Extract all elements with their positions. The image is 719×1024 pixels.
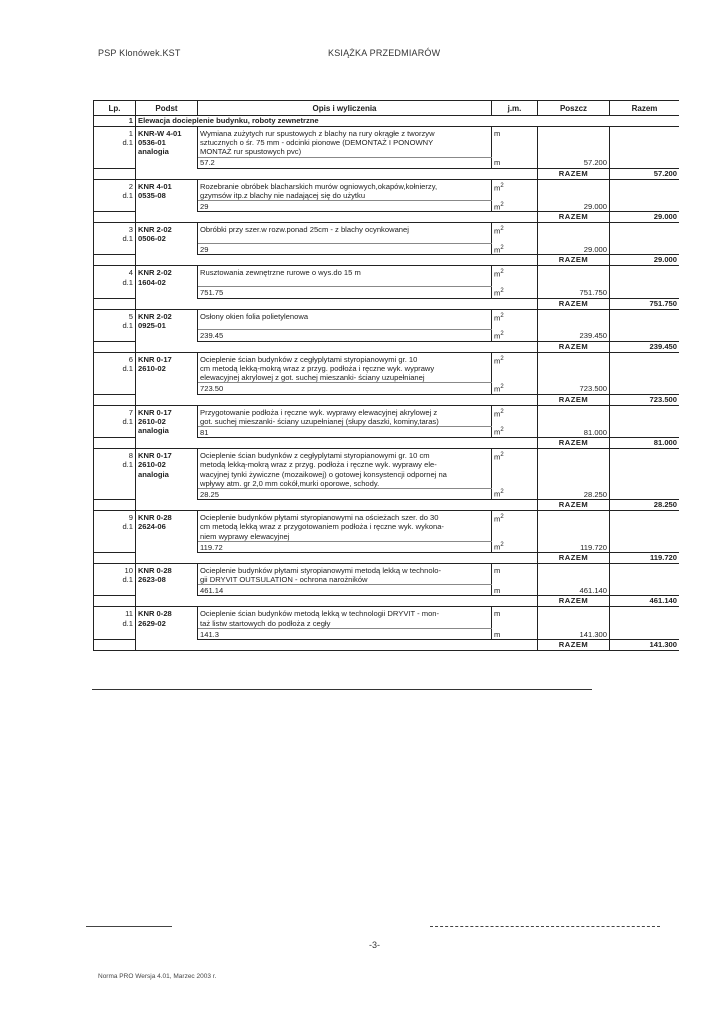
item-description xyxy=(198,564,492,585)
software-footer: Norma PRO Wersja 4.01, Marzec 2003 r. xyxy=(98,973,217,980)
item-description xyxy=(198,266,492,287)
podstawa-line: 2610-02 xyxy=(138,460,166,470)
description-line: elewacyjnej akrylowej z got. suchej mieszanki- ściany uzupełnianej xyxy=(200,373,425,383)
sum-spacer xyxy=(136,596,538,607)
item-razem-value: 81.000 xyxy=(610,438,680,449)
item-calculation: 28.25 xyxy=(198,488,492,499)
item-calc-unit: $m^2$ xyxy=(492,426,538,437)
item-description-row xyxy=(94,266,680,287)
item-calculation: 29 xyxy=(198,244,492,255)
sum-label: RAZEM xyxy=(538,341,610,352)
item-calc-unit: $m^2$ xyxy=(492,488,538,499)
item-description xyxy=(198,449,492,489)
sum-lp-empty xyxy=(94,500,136,511)
description-line: sztucznych o śr. 75 mm - odcinki pionowe (DEMONTAŻ I PONOWNY xyxy=(200,138,434,148)
sum-label: RAZEM xyxy=(538,212,610,223)
sum-label: RAZEM xyxy=(538,500,610,511)
item-poszcz-value: 29.000 xyxy=(538,201,610,212)
description-line: Ocieplenie ścian budynków metodą lekką w technologii DRYVIT - mon- xyxy=(200,609,440,619)
item-razem-empty xyxy=(610,266,680,287)
item-poszcz-empty xyxy=(538,511,610,542)
podstawa-line: KNR 0-28 xyxy=(138,609,172,619)
item-ref: d.1 xyxy=(122,190,133,200)
item-poszcz-value: 29.000 xyxy=(538,244,610,255)
sum-label: RAZEM xyxy=(538,255,610,266)
item-lp xyxy=(94,179,136,200)
item-unit: $m^2$ xyxy=(492,511,538,542)
item-razem-value: 57.200 xyxy=(610,168,680,179)
item-sum-row xyxy=(94,341,680,352)
item-lp xyxy=(94,266,136,287)
item-calculation: 239.45 xyxy=(198,330,492,341)
item-calc-unit: m xyxy=(492,585,538,596)
item-calculation: 723.50 xyxy=(198,383,492,394)
item-calculation: 141.3 xyxy=(198,628,492,639)
item-poszcz-value: 81.000 xyxy=(538,426,610,437)
qty-razem-empty xyxy=(610,287,680,298)
quantity-table-wrapper xyxy=(93,100,679,651)
podstawa-line: 0506-02 xyxy=(138,234,166,244)
description-line: MONTAŻ rur spustowych pvc) xyxy=(200,147,302,157)
qty-lp-empty xyxy=(94,330,136,341)
qty-lp-empty xyxy=(94,244,136,255)
podstawa-line: 0535-08 xyxy=(138,190,166,200)
item-unit: m xyxy=(492,564,538,585)
qty-razem-empty xyxy=(610,426,680,437)
item-number: 10 xyxy=(124,566,133,576)
qty-razem-empty xyxy=(610,244,680,255)
item-lp xyxy=(94,352,136,383)
item-poszcz-empty xyxy=(538,449,610,489)
item-poszcz-value: 57.200 xyxy=(538,157,610,168)
col-header-razem: Razem xyxy=(610,101,680,116)
item-lp xyxy=(94,127,136,158)
item-unit: $m^2$ xyxy=(492,223,538,244)
item-razem-value: 29.000 xyxy=(610,255,680,266)
item-calc-unit: $m^2$ xyxy=(492,541,538,552)
item-description xyxy=(198,223,492,244)
item-razem-empty xyxy=(610,511,680,542)
item-calc-unit: $m^2$ xyxy=(492,201,538,212)
item-ref: d.1 xyxy=(122,363,133,373)
section-number: 1 xyxy=(94,116,136,127)
item-poszcz-empty xyxy=(538,223,610,244)
item-lp xyxy=(94,511,136,542)
description-line: wpływy atm. gr 2,0 mm cokół,murki oporowe, schody. xyxy=(200,478,380,488)
podstawa-line: 2624-06 xyxy=(138,522,166,532)
sum-lp-empty xyxy=(94,298,136,309)
item-number: 2 xyxy=(128,181,133,191)
col-header-jm: j.m. xyxy=(492,101,538,116)
item-unit: $m^2$ xyxy=(492,405,538,426)
item-lp xyxy=(94,449,136,489)
description-line: cm metodą lekką wraz z przygotowaniem podłoża i ręczne wyk. wykona- xyxy=(200,522,444,532)
item-unit: $m^2$ xyxy=(492,266,538,287)
item-number: 1 xyxy=(128,129,133,138)
item-poszcz-empty xyxy=(538,266,610,287)
item-podstawa xyxy=(136,449,198,500)
page-cut-line xyxy=(92,689,592,690)
item-poszcz-value: 141.300 xyxy=(538,628,610,639)
podstawa-line: 2623-08 xyxy=(138,575,166,585)
qty-lp-empty xyxy=(94,287,136,298)
document-header-left: PSP Klonówek.KST xyxy=(98,48,181,58)
item-razem-empty xyxy=(610,564,680,585)
item-sum-row xyxy=(94,553,680,564)
description-line: gzymsów itp.z blachy nie nadającej się do użytku xyxy=(200,190,366,200)
item-ref: d.1 xyxy=(122,234,133,244)
item-description xyxy=(198,352,492,383)
qty-razem-empty xyxy=(610,541,680,552)
item-ref: d.1 xyxy=(122,138,133,148)
item-poszcz-empty xyxy=(538,352,610,383)
item-calculation: 57.2 xyxy=(198,157,492,168)
qty-lp-empty xyxy=(94,628,136,639)
item-podstawa xyxy=(136,127,198,169)
item-number: 3 xyxy=(128,225,133,235)
item-calc-unit: m xyxy=(492,157,538,168)
qty-razem-empty xyxy=(610,628,680,639)
qty-razem-empty xyxy=(610,157,680,168)
qty-lp-empty xyxy=(94,488,136,499)
description-line: gii DRYVIT OUTSULATION - ochrona narożników xyxy=(200,575,368,585)
qty-lp-empty xyxy=(94,383,136,394)
col-header-opis: Opis i wyliczenia xyxy=(198,101,492,116)
sum-label: RAZEM xyxy=(538,298,610,309)
item-razem-empty xyxy=(610,405,680,426)
item-podstawa xyxy=(136,511,198,553)
item-ref: d.1 xyxy=(122,320,133,330)
item-lp xyxy=(94,223,136,244)
sum-spacer xyxy=(136,298,538,309)
sum-spacer xyxy=(136,639,538,650)
item-unit: $m^2$ xyxy=(492,179,538,200)
sum-lp-empty xyxy=(94,394,136,405)
item-ref: d.1 xyxy=(122,618,133,628)
item-calc-unit: $m^2$ xyxy=(492,330,538,341)
item-razem-empty xyxy=(610,127,680,158)
item-unit: $m^2$ xyxy=(492,352,538,383)
item-razem-empty xyxy=(610,179,680,200)
item-poszcz-empty xyxy=(538,405,610,426)
item-number: 7 xyxy=(128,407,133,417)
description-line: Ocieplenie ścian budynków z cegłyplytami styropianowymi gr. 10 xyxy=(200,354,418,364)
item-razem-value: 461.140 xyxy=(610,596,680,607)
podstawa-line: 0536-01 xyxy=(138,138,166,148)
item-razem-value: 723.500 xyxy=(610,394,680,405)
sum-lp-empty xyxy=(94,212,136,223)
item-description-row xyxy=(94,607,680,628)
item-sum-row xyxy=(94,298,680,309)
qty-razem-empty xyxy=(610,488,680,499)
podstawa-line: KNR 2-02 xyxy=(138,311,172,321)
sum-label: RAZEM xyxy=(538,438,610,449)
item-lp xyxy=(94,564,136,585)
item-sum-row xyxy=(94,168,680,179)
description-line: Wymiana zużytych rur spustowych z blachy na rury okrągłe z tworzyw xyxy=(200,129,435,138)
item-number: 6 xyxy=(128,354,133,364)
item-poszcz-value: 461.140 xyxy=(538,585,610,596)
item-calculation: 29 xyxy=(198,201,492,212)
item-razem-value: 239.450 xyxy=(610,341,680,352)
description-line: Ocieplenie budynków płytami styropianowymi metodą lekką w technolo- xyxy=(200,566,442,576)
footer-rule-left xyxy=(86,926,172,927)
sum-label: RAZEM xyxy=(538,168,610,179)
item-description-row xyxy=(94,127,680,158)
item-description-row xyxy=(94,179,680,200)
description-line: Osłony okien folia polietylenowa xyxy=(200,311,309,321)
item-sum-row xyxy=(94,639,680,650)
item-podstawa xyxy=(136,179,198,212)
item-podstawa xyxy=(136,223,198,255)
item-sum-row xyxy=(94,596,680,607)
table-header-row xyxy=(94,101,680,116)
item-unit: $m^2$ xyxy=(492,309,538,330)
item-description-row xyxy=(94,511,680,542)
item-calc-unit: $m^2$ xyxy=(492,244,538,255)
col-header-poszcz: Poszcz xyxy=(538,101,610,116)
item-calculation: 461.14 xyxy=(198,585,492,596)
item-ref: d.1 xyxy=(122,522,133,532)
item-description xyxy=(198,405,492,426)
footer-rule-right xyxy=(430,926,660,927)
description-line: taż listw startowych do podłoża z cegły xyxy=(200,618,331,628)
sum-lp-empty xyxy=(94,168,136,179)
podstawa-line: KNR 0-28 xyxy=(138,566,172,576)
item-razem-empty xyxy=(610,352,680,383)
podstawa-line: analogia xyxy=(138,147,169,157)
col-header-lp: Lp. xyxy=(94,101,136,116)
sum-lp-empty xyxy=(94,553,136,564)
qty-lp-empty xyxy=(94,541,136,552)
podstawa-line: KNR 0-17 xyxy=(138,451,172,461)
item-description-row xyxy=(94,352,680,383)
qty-lp-empty xyxy=(94,426,136,437)
item-sum-row xyxy=(94,394,680,405)
item-ref: d.1 xyxy=(122,416,133,426)
item-calc-unit: m xyxy=(492,628,538,639)
podstawa-line: analogia xyxy=(138,425,169,435)
podstawa-line: 1604-02 xyxy=(138,277,166,287)
item-description-row xyxy=(94,309,680,330)
item-description xyxy=(198,607,492,628)
description-line: metodą lekką-mokrą wraz z przyg. podłoża i ręczne wyk. wyprawy ele- xyxy=(200,460,437,470)
item-description-row xyxy=(94,405,680,426)
item-ref: d.1 xyxy=(122,277,133,287)
item-poszcz-empty xyxy=(538,309,610,330)
description-line: Ocieplenie ścian budynków z cegłyplytami styropianowymi gr. 10 cm xyxy=(200,451,430,461)
item-unit: m xyxy=(492,127,538,158)
sum-lp-empty xyxy=(94,341,136,352)
item-poszcz-empty xyxy=(538,179,610,200)
item-lp xyxy=(94,607,136,628)
sum-lp-empty xyxy=(94,639,136,650)
item-calculation: 751.75 xyxy=(198,287,492,298)
item-number: 4 xyxy=(128,268,133,278)
item-razem-empty xyxy=(610,223,680,244)
sum-spacer xyxy=(136,553,538,564)
item-description xyxy=(198,127,492,158)
item-podstawa xyxy=(136,564,198,596)
item-podstawa xyxy=(136,405,198,438)
item-razem-empty xyxy=(610,309,680,330)
description-line: wacyjnej tynki żywiczne (mozaikowej) o gotowej konsystencji odpornej na xyxy=(200,469,447,479)
item-poszcz-value: 723.500 xyxy=(538,383,610,394)
item-poszcz-empty xyxy=(538,564,610,585)
quantity-table xyxy=(93,100,679,651)
description-line: Rusztowania zewnętrzne rurowe o wys.do 15 m xyxy=(200,268,361,278)
item-number: 11 xyxy=(125,609,133,619)
item-razem-value: 141.300 xyxy=(610,639,680,650)
sum-spacer xyxy=(136,500,538,511)
item-lp xyxy=(94,405,136,426)
item-number: 5 xyxy=(128,311,133,321)
item-unit: $m^2$ xyxy=(492,449,538,489)
item-podstawa xyxy=(136,607,198,639)
podstawa-line: 2610-02 xyxy=(138,363,166,373)
sum-label: RAZEM xyxy=(538,394,610,405)
qty-razem-empty xyxy=(610,330,680,341)
item-calc-unit: $m^2$ xyxy=(492,287,538,298)
podstawa-line: 2610-02 xyxy=(138,416,166,426)
item-description xyxy=(198,309,492,330)
description-line: Obróbki przy szer.w rozw.ponad 25cm - z blachy ocynkowanej xyxy=(200,225,409,235)
item-lp xyxy=(94,309,136,330)
podstawa-line: KNR 0-17 xyxy=(138,407,172,417)
item-sum-row xyxy=(94,500,680,511)
podstawa-line: 0925-01 xyxy=(138,320,166,330)
item-sum-row xyxy=(94,255,680,266)
description-line: Przygotowanie podłoża i ręczne wyk. wyprawy elewacyjnej akrylowej z xyxy=(200,407,438,417)
item-description xyxy=(198,511,492,542)
item-sum-row xyxy=(94,212,680,223)
sum-label: RAZEM xyxy=(538,596,610,607)
qty-lp-empty xyxy=(94,201,136,212)
podstawa-line: analogia xyxy=(138,469,169,479)
item-ref: d.1 xyxy=(122,460,133,470)
podstawa-line: KNR 2-02 xyxy=(138,225,172,235)
item-sum-row xyxy=(94,438,680,449)
item-poszcz-empty xyxy=(538,607,610,628)
item-poszcz-empty xyxy=(538,127,610,158)
section-title: Elewacja docieplenie budynku, roboty zewnetrzne xyxy=(136,116,538,127)
item-podstawa xyxy=(136,352,198,394)
item-poszcz-value: 239.450 xyxy=(538,330,610,341)
sum-spacer xyxy=(136,438,538,449)
qty-lp-empty xyxy=(94,585,136,596)
sum-label: RAZEM xyxy=(538,553,610,564)
item-razem-empty xyxy=(610,449,680,489)
sum-spacer xyxy=(136,255,538,266)
qty-razem-empty xyxy=(610,201,680,212)
item-razem-value: 119.720 xyxy=(610,553,680,564)
description-line: cm metodą lekką-mokrą wraz z przyg. podłoża i ręczne wyk. wyprawy xyxy=(200,363,435,373)
item-calculation: 81 xyxy=(198,426,492,437)
page-number: -3- xyxy=(369,940,380,950)
item-calculation: 119.72 xyxy=(198,541,492,552)
item-razem-value: 29.000 xyxy=(610,212,680,223)
podstawa-line: KNR 4-01 xyxy=(138,181,172,191)
item-description-row xyxy=(94,223,680,244)
sum-lp-empty xyxy=(94,596,136,607)
sum-spacer xyxy=(136,394,538,405)
col-header-podst: Podst xyxy=(136,101,198,116)
item-razem-empty xyxy=(610,607,680,628)
podstawa-line: 2629-02 xyxy=(138,618,166,628)
sum-lp-empty xyxy=(94,438,136,449)
qty-razem-empty xyxy=(610,585,680,596)
section-row xyxy=(94,116,680,127)
description-line: niem wyprawy elewacyjnej xyxy=(200,531,290,541)
item-number: 9 xyxy=(128,513,133,523)
item-unit: m xyxy=(492,607,538,628)
podstawa-line: KNR 0-17 xyxy=(138,354,172,364)
item-description-row xyxy=(94,564,680,585)
document-header-title: KSIĄŻKA PRZEDMIARÓW xyxy=(328,48,441,58)
item-number: 8 xyxy=(128,451,133,461)
item-podstawa xyxy=(136,309,198,341)
description-line: Ocieplenie budynków płytami styropianowymi na ościeżach szer. do 30 xyxy=(200,513,439,523)
description-line: Rozebranie obróbek blacharskich murów ogniowych,okapów,kołnierzy, xyxy=(200,181,438,191)
description-line: got. suchej mieszanki- ściany uzupełnianej (słupy daszki, kominy,taras) xyxy=(200,416,439,426)
item-poszcz-value: 119.720 xyxy=(538,541,610,552)
sum-spacer xyxy=(136,212,538,223)
podstawa-line: KNR-W 4-01 xyxy=(138,129,182,138)
sum-spacer xyxy=(136,168,538,179)
item-razem-value: 751.750 xyxy=(610,298,680,309)
podstawa-line: KNR 2-02 xyxy=(138,268,172,278)
item-calc-unit: $m^2$ xyxy=(492,383,538,394)
podstawa-line: KNR 0-28 xyxy=(138,513,172,523)
item-poszcz-value: 28.250 xyxy=(538,488,610,499)
item-description-row xyxy=(94,449,680,489)
qty-razem-empty xyxy=(610,383,680,394)
sum-lp-empty xyxy=(94,255,136,266)
item-poszcz-value: 751.750 xyxy=(538,287,610,298)
qty-lp-empty xyxy=(94,157,136,168)
sum-spacer xyxy=(136,341,538,352)
item-description xyxy=(198,179,492,200)
item-podstawa xyxy=(136,266,198,298)
item-ref: d.1 xyxy=(122,575,133,585)
item-razem-value: 28.250 xyxy=(610,500,680,511)
sum-label: RAZEM xyxy=(538,639,610,650)
